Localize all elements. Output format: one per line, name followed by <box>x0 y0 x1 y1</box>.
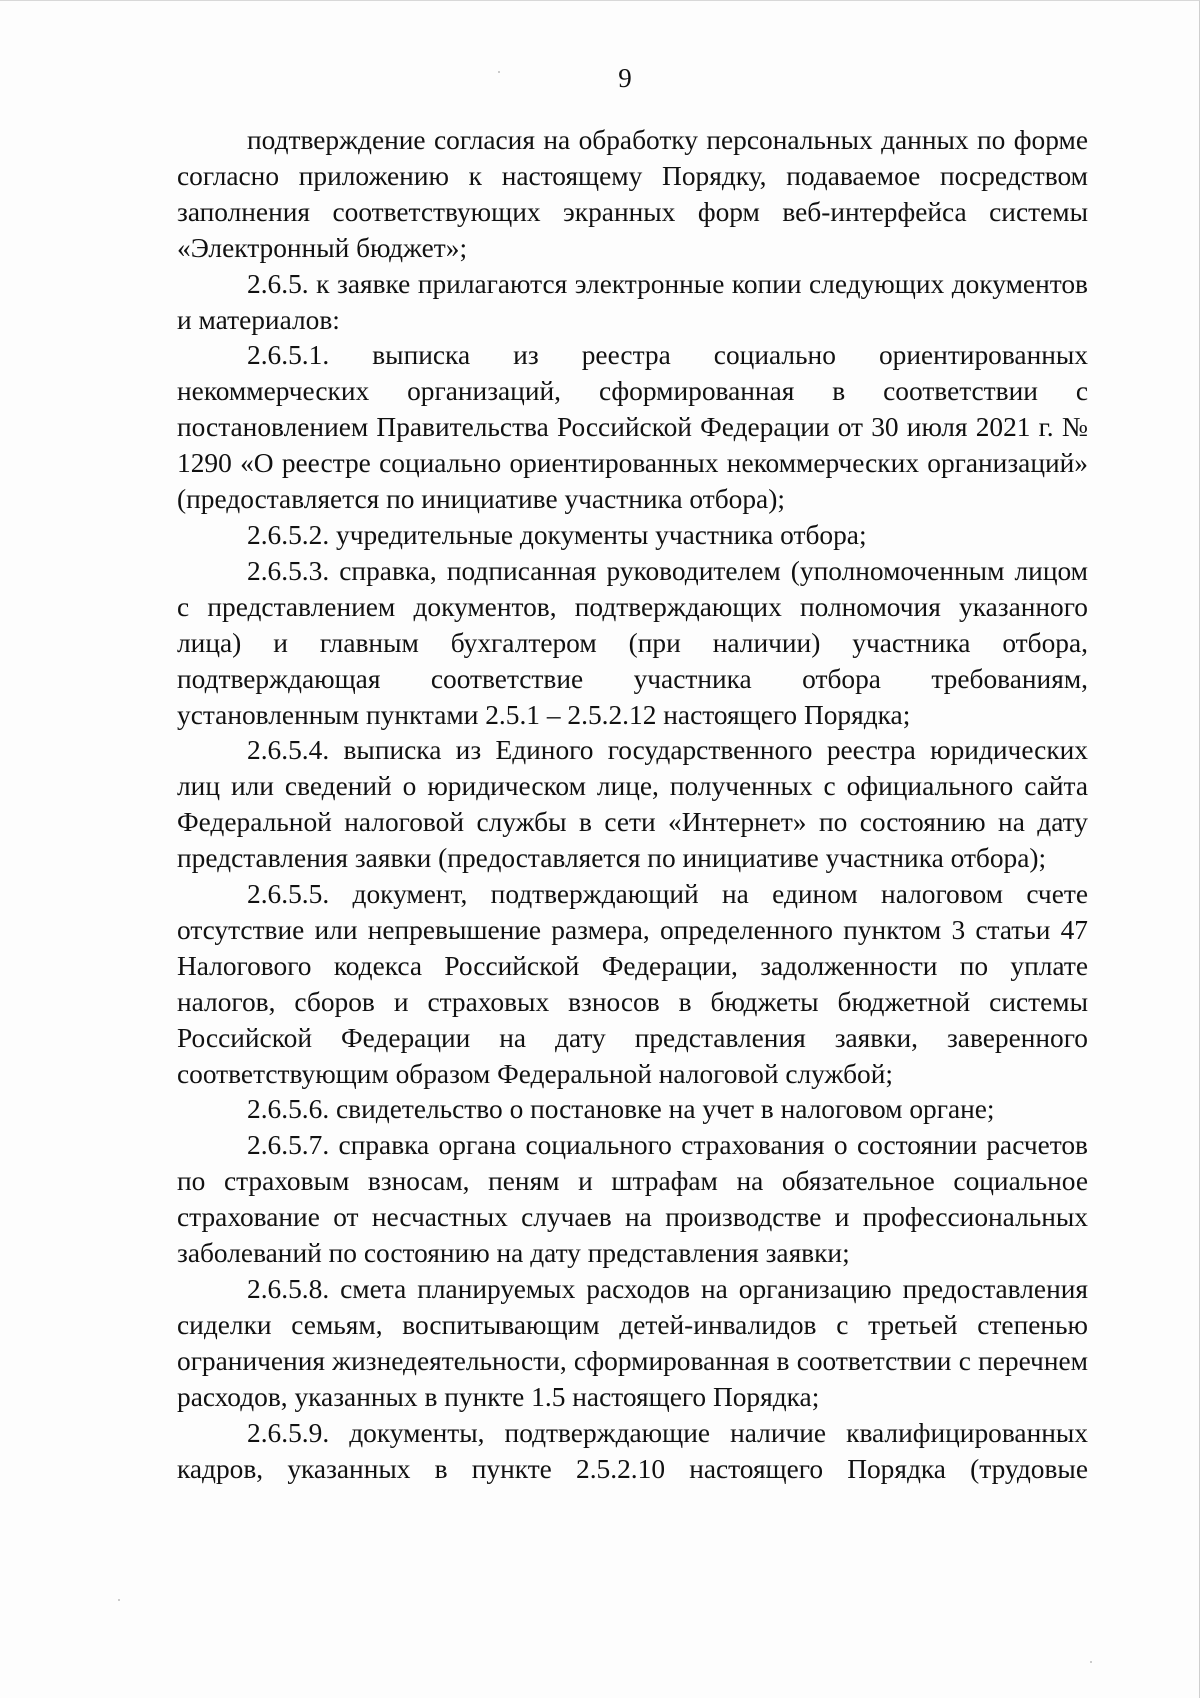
paragraph-2-6-5: 2.6.5. к заявке прилагаются электронные копии следующих документов и материалов: <box>177 268 1088 335</box>
scan-speck <box>118 1599 120 1601</box>
scan-speck <box>498 71 500 73</box>
document-body <box>177 123 1088 1487</box>
paragraph-2-6-5-7: 2.6.5.7. справка органа социального страхования о состоянии расчетов по страховым взносам, пеням и штрафам на обязательное социальное страхование от несчастных случаев на производстве и профессиональных заболеваний по состоянию на дату представления заявки; <box>177 1130 1088 1269</box>
page-number: 9 <box>618 63 632 93</box>
paragraph-consent-confirmation: подтверждение согласия на обработку персональных данных по форме согласно приложению к настоящему Порядку, подаваемое посредством заполнения соответствующих экранных форм веб-интерфейса системы «Электронный бюджет»; <box>177 125 1088 263</box>
paragraph-2-6-5-6: 2.6.5.6. свидетельство о постановке на учет в налоговом органе; <box>247 1094 995 1125</box>
paragraph-2-6-5-9: 2.6.5.9. документы, подтверждающие наличие квалифицированных кадров, указанных в пункте 2.5.2.10 настоящего Порядка (трудовые <box>177 1417 1088 1484</box>
paragraph-2-6-5-8: 2.6.5.8. смета планируемых расходов на организацию предоставления сиделки семьям, воспитывающим детей-инвалидов с третьей степенью ограничения жизнедеятельности, сформированная в соответствии с перечнем расходов, указанных в пункте 1.5 настоящего Порядка; <box>177 1274 1088 1412</box>
paragraph-2-6-5-4: 2.6.5.4. выписка из Единого государственного реестра юридических лиц или сведений о юридическом лице, полученных с официального сайта Федеральной налоговой службы в сети «Интернет» по состоянию на дату представления заявки (предоставляется по инициативе участника отбора); <box>177 735 1088 874</box>
scan-speck <box>1090 1661 1092 1663</box>
paragraph-2-6-5-2: 2.6.5.2. учредительные документы участника отбора; <box>247 519 867 550</box>
paragraph-2-6-5-5: 2.6.5.5. документ, подтверждающий на едином налоговом счете отсутствие или непревышение размера, определенного пунктом 3 статьи 47 Налогового кодекса Российской Федерации, задолженности по уплате налогов, сборов и страховых взносов в бюджеты бюджетной системы Российской Федерации на дату представления заявки, заверенного соответствующим образом Федеральной налоговой службой; <box>177 879 1088 1089</box>
paragraph-2-6-5-3: 2.6.5.3. справка, подписанная руководителем (уполномоченным лицом с представлением документов, подтверждающих полномочия указанного лица) и главным бухгалтером (при наличии) участника отбора, подтверждающая соответствие участника отбора требованиям, установленным пунктами 2.5.1 – 2.5.2.12 настоящего Порядка; <box>177 555 1088 730</box>
paragraph-2-6-5-1: 2.6.5.1. выписка из реестра социально ориентированных некоммерческих организаций, сформированная в соответствии с постановлением Правительства Российской Федерации от 30 июля 2021 г. № 1290 «О реестре социально ориентированных некоммерческих организаций» (предоставляется по инициативе участника отбора); <box>177 340 1088 515</box>
